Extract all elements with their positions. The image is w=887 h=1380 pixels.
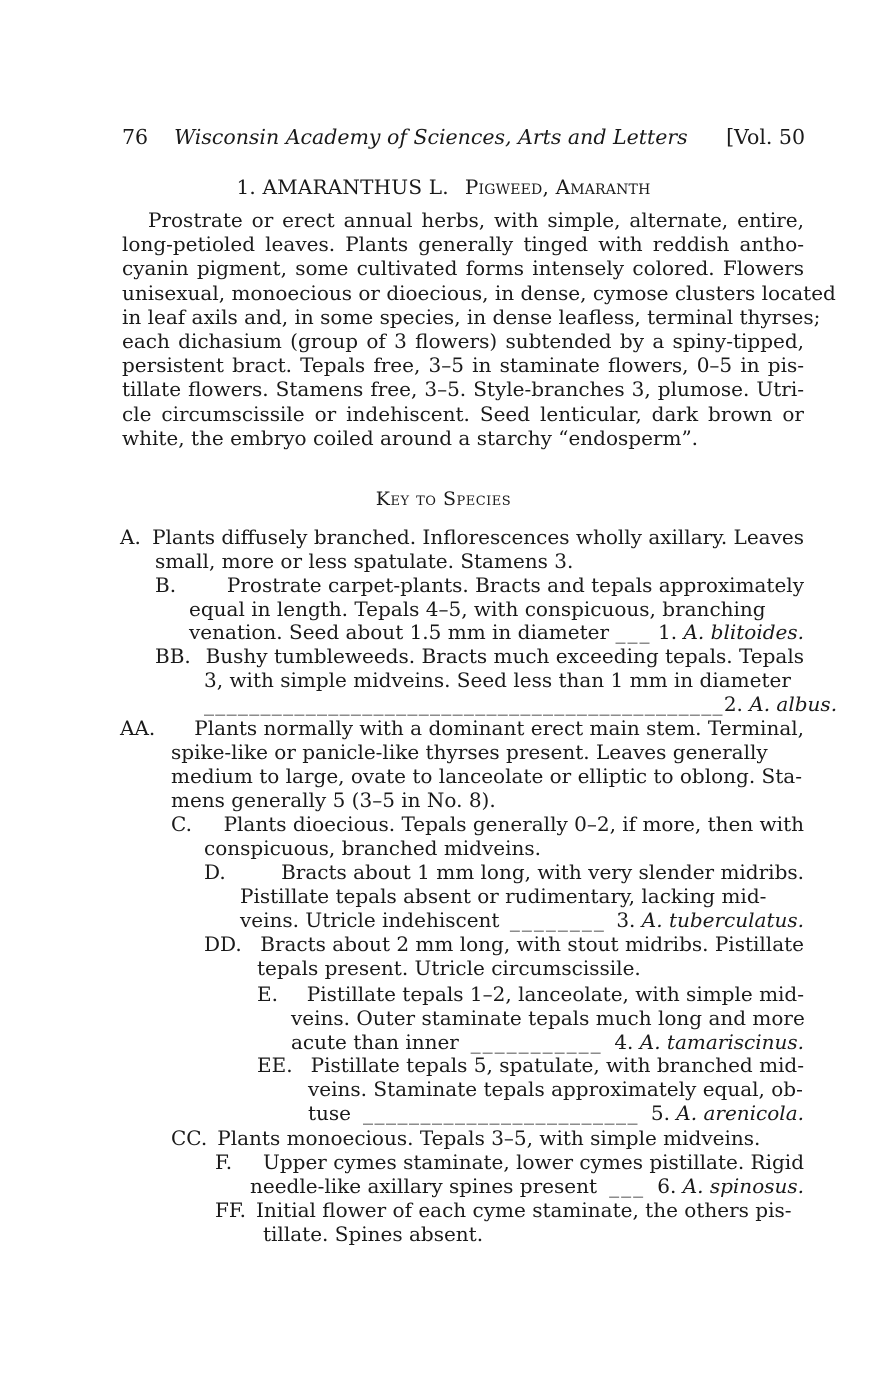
description-line: in leaf axils and, in some species, in dense leafless, terminal thyrses;: [122, 304, 821, 329]
key-text: Pistillate tepals absent or rudimentary, lacking mid-: [240, 884, 767, 908]
key-text: small, more or less spatulate. Stamens 3.: [155, 549, 574, 573]
key-text: mens generally 5 (3–5 in No. 8).: [171, 788, 496, 812]
key-line-e-1: [257, 982, 804, 1006]
key-line-ee-2: [308, 1077, 804, 1101]
description-line: Prostrate or erect annual herbs, with simple, alternate, entire,: [148, 208, 804, 232]
key-text: Bracts about 1 mm long, with very slender midribs.: [281, 860, 804, 884]
description-line: each dichasium (group of 3 flowers) subtended by a spiny-tipped,: [122, 329, 804, 354]
key-label-aa: AA.: [120, 716, 156, 740]
species-number: 1.: [658, 620, 678, 644]
species-name: A. albus.: [749, 692, 838, 716]
key-text: Pistillate tepals 5, spatulate, with branched mid-: [310, 1053, 804, 1077]
key-label-cc: CC.: [171, 1126, 208, 1150]
journal-title: Wisconsin Academy of Sciences, Arts and Letters: [174, 125, 688, 149]
key-text: medium to large, ovate to lanceolate or elliptic to oblong. Sta-: [171, 764, 802, 788]
key-line-ff-1: [215, 1198, 804, 1222]
key-line-f-2: [250, 1174, 804, 1198]
key-label-b: B.: [155, 573, 177, 597]
key-text: Plants diffusely branched. Inflorescences wholly axillary. Leaves: [152, 525, 804, 549]
key-text: veins. Staminate tepals approximately equal, ob-: [308, 1077, 803, 1101]
key-line-cc-1: [171, 1126, 804, 1150]
description-line: tillate flowers. Stamens free, 3–5. Style-branches 3, plumose. Utri-: [122, 377, 804, 402]
species-name: A. arenicola.: [676, 1101, 804, 1125]
key-line-d-3: [240, 908, 804, 932]
key-line-ff-2: [263, 1222, 804, 1246]
key-text: Bushy tumbleweeds. Bracts much exceeding tepals. Tepals: [205, 644, 804, 668]
key-label-dd: DD.: [204, 932, 242, 956]
species-name: A. blitoides.: [683, 620, 804, 644]
species-number: 5.: [650, 1101, 670, 1125]
key-text: tillate. Spines absent.: [263, 1222, 484, 1246]
key-line-d-2: [240, 884, 804, 908]
leader-dots: ________________________: [362, 1101, 639, 1125]
key-line-aa-3: [171, 764, 804, 788]
leader-dots: ___: [615, 620, 652, 644]
key-label-ff: FF.: [215, 1198, 246, 1222]
key-line-dd-1: [204, 932, 804, 956]
key-line-e-2: [291, 1006, 804, 1030]
key-text: Pistillate tepals 1–2, lanceolate, with simple mid-: [306, 982, 804, 1006]
key-text: Plants monoecious. Tepals 3–5, with simple midveins.: [217, 1126, 761, 1150]
key-line-c-2: [204, 836, 804, 860]
key-text: venation. Seed about 1.5 mm in diameter: [189, 620, 610, 644]
key-line-bb-3: [204, 692, 838, 716]
key-line-f-1: [215, 1150, 804, 1174]
species-number: 2.: [723, 692, 743, 716]
key-line-dd-2: [257, 956, 804, 980]
description-line: cyanin pigment, some cultivated forms intensely colored. Flowers: [122, 256, 804, 281]
key-title: Key to Species: [375, 488, 512, 510]
key-label-a: A.: [120, 525, 141, 549]
key-text: Prostrate carpet-plants. Bracts and tepals approximately: [226, 573, 804, 597]
species-name: A. spinosus.: [682, 1174, 804, 1198]
genus-name: 1. AMARANTHUS L.: [236, 175, 449, 199]
key-line-c-1: [171, 812, 804, 836]
description-line: persistent bract. Tepals free, 3–5 in staminate flowers, 0–5 in pis-: [122, 353, 804, 378]
key-label-e: E.: [257, 982, 278, 1006]
key-line-ee-3: [308, 1101, 804, 1125]
volume-label: [Vol. 50: [726, 125, 805, 149]
leader-dots: ________: [509, 908, 606, 932]
key-line-a-2: [155, 549, 804, 573]
description-line: white, the embryo coiled around a starchy “endosperm”.: [122, 425, 699, 450]
running-header: [122, 124, 805, 150]
genus-description: [122, 208, 836, 450]
key-line-b-3: [189, 620, 804, 644]
key-text: tepals present. Utricle circumscissile.: [257, 956, 641, 980]
key-text: needle-like axillary spines present: [250, 1174, 598, 1198]
key-text: 3, with simple midveins. Seed less than 1 mm in diameter: [204, 668, 791, 692]
key-line-a-1: [120, 525, 804, 549]
key-line-b-1: [155, 573, 804, 597]
key-label-bb: BB.: [155, 644, 191, 668]
key-text: spike-like or panicle-like thyrses present. Leaves generally: [171, 740, 768, 764]
key-line-bb-2: [204, 668, 804, 692]
key-label-ee: EE.: [257, 1053, 293, 1077]
leader-dots: ___________: [470, 1030, 603, 1054]
key-line-aa-2: [171, 740, 804, 764]
key-line-bb-1: [155, 644, 804, 668]
key-line-e-3: [291, 1030, 804, 1054]
page-number: 76: [122, 125, 149, 149]
key-text: veins. Outer staminate tepals much long and more: [291, 1006, 805, 1030]
key-line-d-1: [204, 860, 804, 884]
key-label-f: F.: [215, 1150, 233, 1174]
genus-common-name: Pigweed, Amaranth: [464, 175, 651, 199]
leader-dots: ___: [609, 1174, 646, 1198]
key-text: Upper cymes staminate, lower cymes pistillate. Rigid: [262, 1150, 804, 1174]
key-text: Plants normally with a dominant erect main stem. Terminal,: [194, 716, 804, 740]
key-line-aa-4: [171, 788, 804, 812]
key-text: Initial flower of each cyme staminate, the others pis-: [256, 1198, 792, 1222]
key-text: Bracts about 2 mm long, with stout midribs. Pistillate: [260, 932, 804, 956]
key-label-c: C.: [171, 812, 192, 836]
key-text: conspicuous, branched midveins.: [204, 836, 542, 860]
description-line: cle circumscissile or indehiscent. Seed lenticular, dark brown or: [122, 401, 804, 426]
key-line-b-2: [189, 597, 804, 621]
key-text: veins. Utricle indehiscent: [240, 908, 500, 932]
key-text: Plants dioecious. Tepals generally 0–2, if more, then with: [223, 812, 804, 836]
species-number: 4.: [614, 1030, 634, 1054]
description-line: long-petioled leaves. Plants generally tinged with reddish antho-: [122, 232, 804, 257]
key-text: equal in length. Tepals 4–5, with conspicuous, branching: [189, 597, 766, 621]
species-number: 3.: [616, 908, 636, 932]
leader-dots: ______________________________________________: [204, 692, 724, 716]
description-line: unisexual, monoecious or dioecious, in dense, cymose clusters located: [122, 280, 836, 305]
key-line-ee-1: [257, 1053, 804, 1077]
species-name: A. tuberculatus.: [641, 908, 804, 932]
species-number: 6.: [657, 1174, 677, 1198]
key-text: acute than inner: [291, 1030, 459, 1054]
genus-heading: [0, 174, 887, 200]
key-line-aa-1: [120, 716, 804, 740]
key-text: tuse: [308, 1101, 352, 1125]
species-name: A. tamariscinus.: [639, 1030, 804, 1054]
key-label-d: D.: [204, 860, 226, 884]
